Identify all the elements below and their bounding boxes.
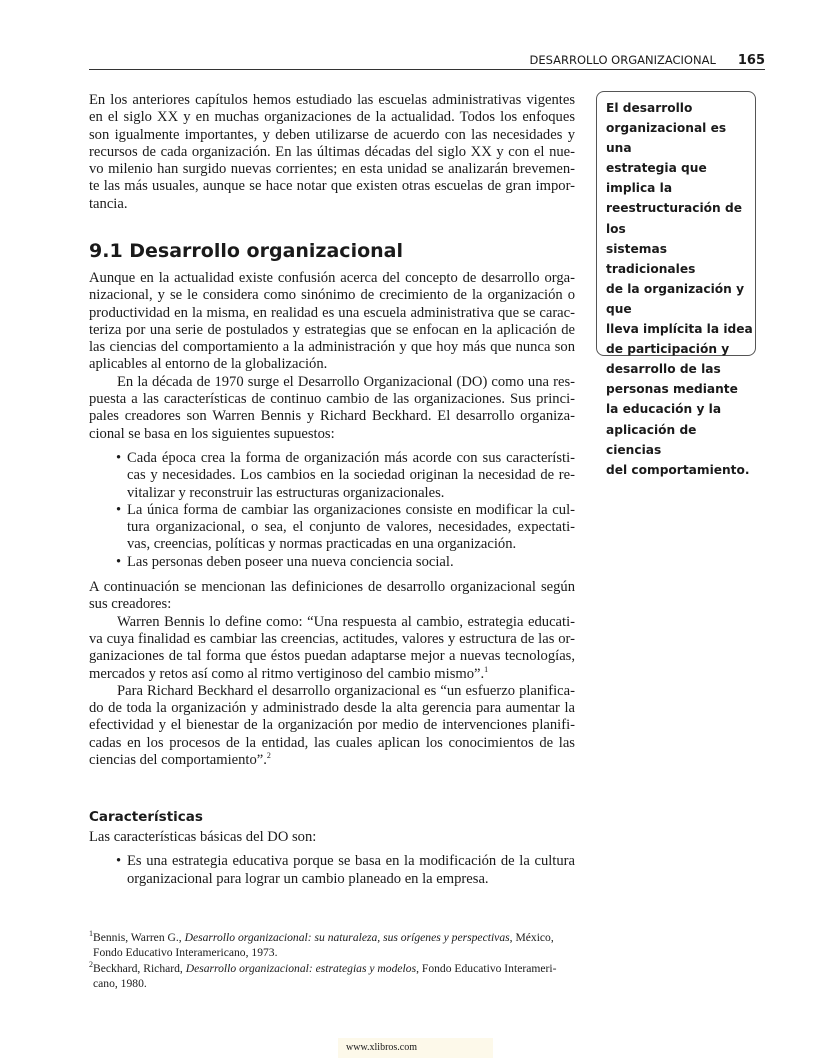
callout-line: reestructuración de los — [606, 201, 742, 236]
text-line: tancia. — [89, 195, 128, 212]
bullet-icon: • — [116, 449, 122, 466]
subheading-caracteristicas: Características — [89, 809, 203, 825]
text-line: En los anteriores capítulos hemos estudiado las escuelas administrativas vigentes — [89, 92, 575, 108]
bullet-icon: • — [116, 501, 122, 518]
text-line: vitalizar y reconstruir las estructuras organizacionales. — [127, 484, 445, 501]
paragraph-3 — [89, 579, 575, 614]
text-line: te las más usuales, aunque se hace notar que existen otras escuelas de gran impor- — [89, 178, 575, 195]
text-line: Las características básicas del DO son: — [89, 829, 317, 845]
bullet-icon: • — [116, 853, 122, 870]
sidebar-callout — [596, 91, 756, 477]
text-line: cadas en los procesos de la entidad, las cuales aplican los conocimientos de las — [89, 734, 575, 751]
text-line: La única forma de cambiar las organizaciones consiste en modificar la cul- — [127, 501, 575, 518]
text-line: do de toda la organización y administrado desde la alta gerencia para aumentar la — [89, 700, 575, 717]
callout-line: la educación y la — [606, 402, 722, 417]
paragraph-bennis — [89, 614, 575, 683]
callout-line: lleva implícita la idea — [606, 322, 753, 337]
callout-line: del comportamiento. — [606, 462, 750, 477]
text-line: Aunque en la actualidad existe confusión acerca del concepto de desarrollo orga- — [89, 270, 575, 286]
footnote-title: Desarrollo organizacional: su naturaleza, sus orígenes y perspectivas — [184, 931, 510, 944]
footnote-reference[interactable]: 2 — [266, 751, 271, 761]
text-line: sus creadores: — [89, 596, 172, 613]
paragraph-2 — [89, 374, 575, 443]
bullet-list-characteristics — [89, 853, 575, 888]
text-line: mercados y retos así como al ritmo vertiginoso del cambio mismo”.$^1$ — [89, 664, 489, 682]
footnote-2 — [89, 961, 575, 992]
footnote-publisher: , México, — [509, 931, 554, 944]
text-line: En la década de 1970 surge el Desarrollo Organizacional (DO) como una res- — [117, 373, 575, 390]
text-line: productividad en la misma, en realidad es una escuela administrativa que se carac- — [89, 304, 575, 321]
text-line: puesta a las características de continuo cambio de las organizaciones. Sus princi- — [89, 391, 575, 408]
bullet-icon: • — [116, 553, 122, 570]
callout-line: personas mediante — [606, 382, 738, 397]
footnote-title: Desarrollo organizacional: estrategias y modelos — [185, 961, 417, 975]
footnote-number: 2 — [89, 959, 93, 969]
list-item — [89, 450, 575, 502]
text-line: Warren Bennis lo define como: “Una respuesta al cambio, estrategia educati- — [117, 613, 575, 630]
callout-line: aplicación de ciencias — [606, 422, 697, 457]
text-line: vas, creencias, políticas y normas practicadas en una organización. — [127, 536, 517, 553]
paragraph-characteristics — [89, 829, 575, 846]
page-number: 165 — [737, 53, 765, 68]
text-line: cas y necesidades. Los cambios en la sociedad originan la necesidad de re- — [127, 467, 575, 484]
footnote-author: Beckhard, Richard, — [93, 961, 186, 975]
text-line: aplicables al entorno de la globalización. — [89, 356, 328, 373]
footer-watermark-link[interactable]: www.xlibros.com — [338, 1038, 493, 1058]
text-line: vo milenio han surgido nuevas corrientes; en esta unidad se analizarán brevemen- — [89, 161, 575, 178]
text-line: en el siglo XX y en muchas organizaciones de la actualidad. Todos los enfoques — [89, 109, 575, 126]
callout-line: desarrollo de las — [606, 362, 721, 377]
text-line: ciencias del comportamiento”.$^2$ — [89, 751, 271, 769]
footnote-continuation: cano, 1980. — [93, 977, 147, 991]
body-text — [89, 270, 575, 769]
callout-line: estrategia que implica la — [606, 161, 707, 196]
callout-line: sistemas tradicionales — [606, 241, 696, 276]
section-title: 9.1 Desarrollo organizacional — [89, 240, 404, 262]
running-header — [89, 53, 765, 70]
text-line: las ciencias del comportamiento a la administración y que hoy más que nunca son — [89, 339, 575, 356]
footnote-author: Bennis, Warren G., — [93, 931, 185, 944]
text-line: tura organizacional, o sea, el conjunto de valores, necesidades, expectati- — [127, 519, 575, 536]
list-item — [89, 554, 575, 571]
list-item — [89, 853, 575, 888]
list-item — [89, 502, 575, 554]
footnote-continuation: Fondo Educativo Interamericano, 1973. — [93, 946, 278, 960]
callout-line: organizacional es una — [606, 121, 727, 156]
text-line: nizacional, y se le considera como sinónimo de crecimiento de la organización o — [89, 287, 575, 304]
footnote-publisher: , Fondo Educativo Interameri- — [416, 961, 557, 975]
text-line: pales creadores son Warren Bennis y Richard Beckhard. El desarrollo organiza- — [89, 408, 575, 425]
footnote-number: 1 — [89, 929, 93, 939]
text-line: ganizaciones de tal forma que éstos puedan adaptarse mejor a nuevas tecnologías, — [89, 648, 575, 665]
paragraph-beckhard — [89, 683, 575, 769]
chapter-title: DESARROLLO ORGANIZACIONAL — [529, 53, 716, 67]
text-line: teriza por una serie de postulados y estrategias que se enfocan en la aplicación de — [89, 321, 575, 338]
text-line: recursos de cada organización. En las últimas décadas del siglo XX y con el nue- — [89, 143, 575, 160]
text-line: efectividad y el bienestar de la organización por medio de intervenciones planifi- — [89, 717, 575, 734]
text-line: A continuación se mencionan las definiciones de desarrollo organizacional según — [89, 579, 575, 596]
text-line: Cada época crea la forma de organización más acorde con sus característi- — [127, 449, 575, 466]
callout-line: de la organización y que — [606, 281, 745, 316]
intro-paragraph — [89, 92, 575, 213]
text-line: va cuya finalidad es cambiar las creencias, actitudes, valores y estructura de las or- — [89, 630, 575, 647]
footnote-1 — [89, 930, 575, 961]
callout-line: El desarrollo — [606, 101, 693, 115]
callout-line: de participación y — [606, 342, 730, 357]
characteristics-text — [89, 829, 575, 888]
text-line: organizacional para lograr un cambio planeado en la empresa. — [127, 870, 489, 887]
paragraph-1 — [89, 270, 575, 374]
text-line: cional se basa en los siguientes supuestos: — [89, 425, 335, 442]
text-line: Para Richard Beckhard el desarrollo organizacional es “un esfuerzo planifica- — [117, 682, 575, 699]
footnotes — [89, 930, 575, 992]
text-line: Es una estrategia educativa porque se basa en la modificación de la cultura — [127, 853, 575, 870]
bullet-list-assumptions — [89, 450, 575, 571]
text-line: Las personas deben poseer una nueva conciencia social. — [127, 553, 454, 570]
footnote-reference[interactable]: 1 — [484, 664, 489, 674]
text-line: son igualmente importantes, y deben utilizarse de acuerdo con las necesidades y — [89, 126, 575, 143]
